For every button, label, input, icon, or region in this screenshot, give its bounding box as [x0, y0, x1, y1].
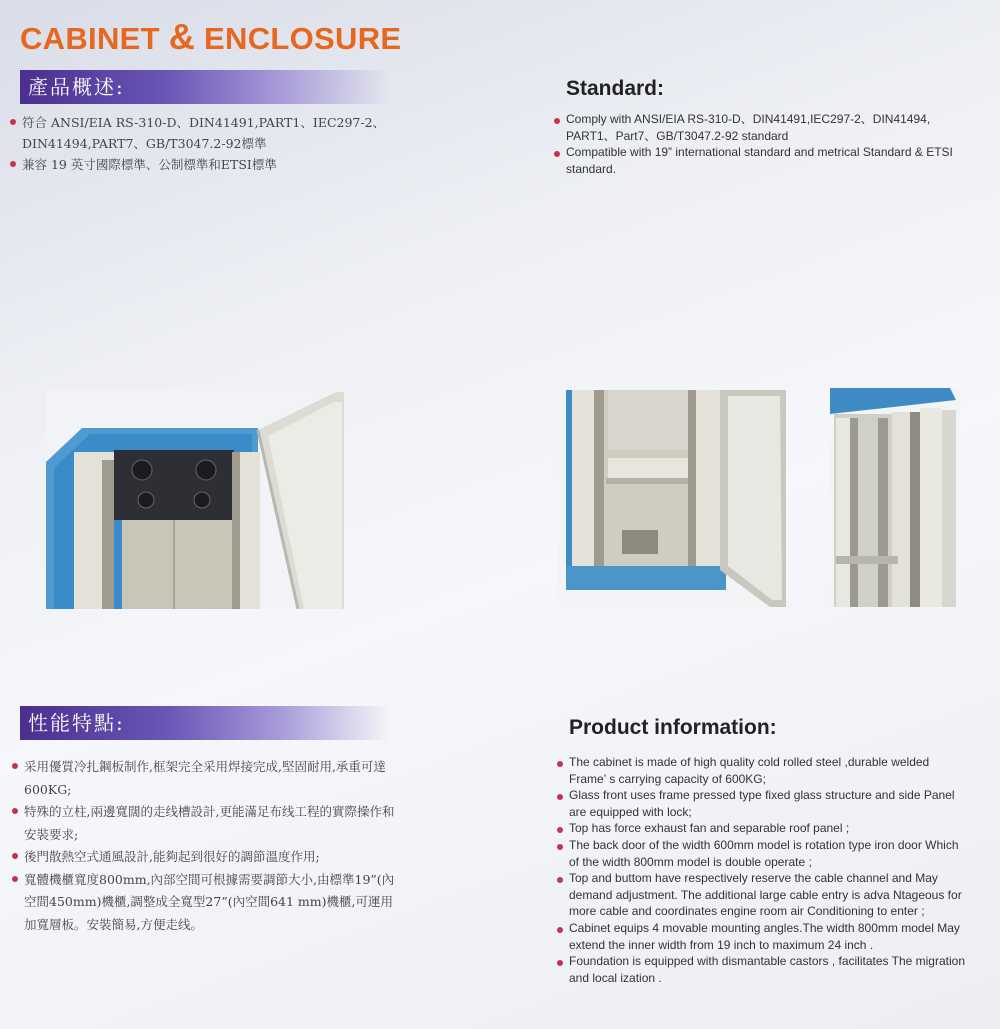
- list-item: Comply with ANSI/EIA RS-310-D、DIN41491,IEC297-2、DIN41494, PART1、Part7、GB/T3047.2-92 standard: [552, 111, 962, 144]
- cabinet-photo-cable-racks: [830, 388, 960, 607]
- features-cn-list: [10, 756, 405, 936]
- list-item: 采用優質冷扎鋼板制作,框架完全采用焊接完成,堅固耐用,承重可達600KG;: [10, 756, 405, 801]
- overview-cn-list: [8, 112, 403, 175]
- list-item: Top has force exhaust fan and separable roof panel ;: [555, 820, 965, 837]
- overview-cn-heading-bar: [20, 70, 390, 104]
- list-item: Glass front uses frame pressed type fixed glass structure and side Panel are equipped with lock;: [555, 787, 965, 820]
- cabinet-photo-open-top: [46, 390, 344, 609]
- standard-heading: Standard:: [566, 77, 665, 100]
- product-information-list: [555, 754, 965, 986]
- list-item: 寬體機櫃寬度800mm,內部空間可根據需要調節大小,由標準19”(內空間450mm)機櫃,調整成全寬型27”(內空間641 mm)機櫃,可運用加寬層板。安裝簡易,方便走线。: [10, 869, 405, 937]
- list-item: 符合 ANSI/EIA RS-310-D、DIN41491,PART1、IEC297-2、DIN41494,PART7、GB/T3047.2-92標準: [8, 112, 403, 154]
- list-item: Compatible with 19” international standard and metrical Standard & ETSI standard.: [552, 144, 962, 177]
- overview-cn-heading: 產品概述:: [28, 75, 125, 99]
- page-title: [20, 16, 401, 58]
- list-item: Top and buttom have respectively reserve the cable channel and May demand adjustment. The additional large cable entry is adva Ntageous for more cable and coordinates engine room air Conditioning to enter ;: [555, 870, 965, 920]
- list-item: The back door of the width 600mm model is rotation type iron door Which of the width 800mm model is double operate ;: [555, 837, 965, 870]
- features-cn-heading: 性能特點:: [28, 711, 125, 735]
- list-item: 後門散熱空式通風設計,能夠起到很好的調節溫度作用;: [10, 846, 405, 869]
- product-information-heading: Product information:: [569, 716, 777, 739]
- standard-list: [552, 111, 962, 177]
- list-item: 兼容 19 英寸國際標準、公制標準和ETSI標準: [8, 154, 403, 175]
- title-part-cabinet: CABINET: [20, 21, 160, 56]
- features-cn-heading-bar: [20, 706, 390, 740]
- list-item: The cabinet is made of high quality cold rolled steel ,durable welded Frame’ s carrying capacity of 600KG;: [555, 754, 965, 787]
- list-item: Cabinet equips 4 movable mounting angles.The width 800mm model May extend the inner width from 19 inch to maximum 24 inch .: [555, 920, 965, 953]
- list-item: 特殊的立柱,兩邊寬闊的走线槽設計,更能滿足布线工程的實際操作和安裝要求;: [10, 801, 405, 846]
- title-ampersand: &: [168, 16, 196, 57]
- list-item: Foundation is equipped with dismantable castors , facilitates The migration and local ization .: [555, 953, 965, 986]
- title-part-enclosure: ENCLOSURE: [204, 21, 402, 56]
- cabinet-photo-front-open: [558, 390, 786, 607]
